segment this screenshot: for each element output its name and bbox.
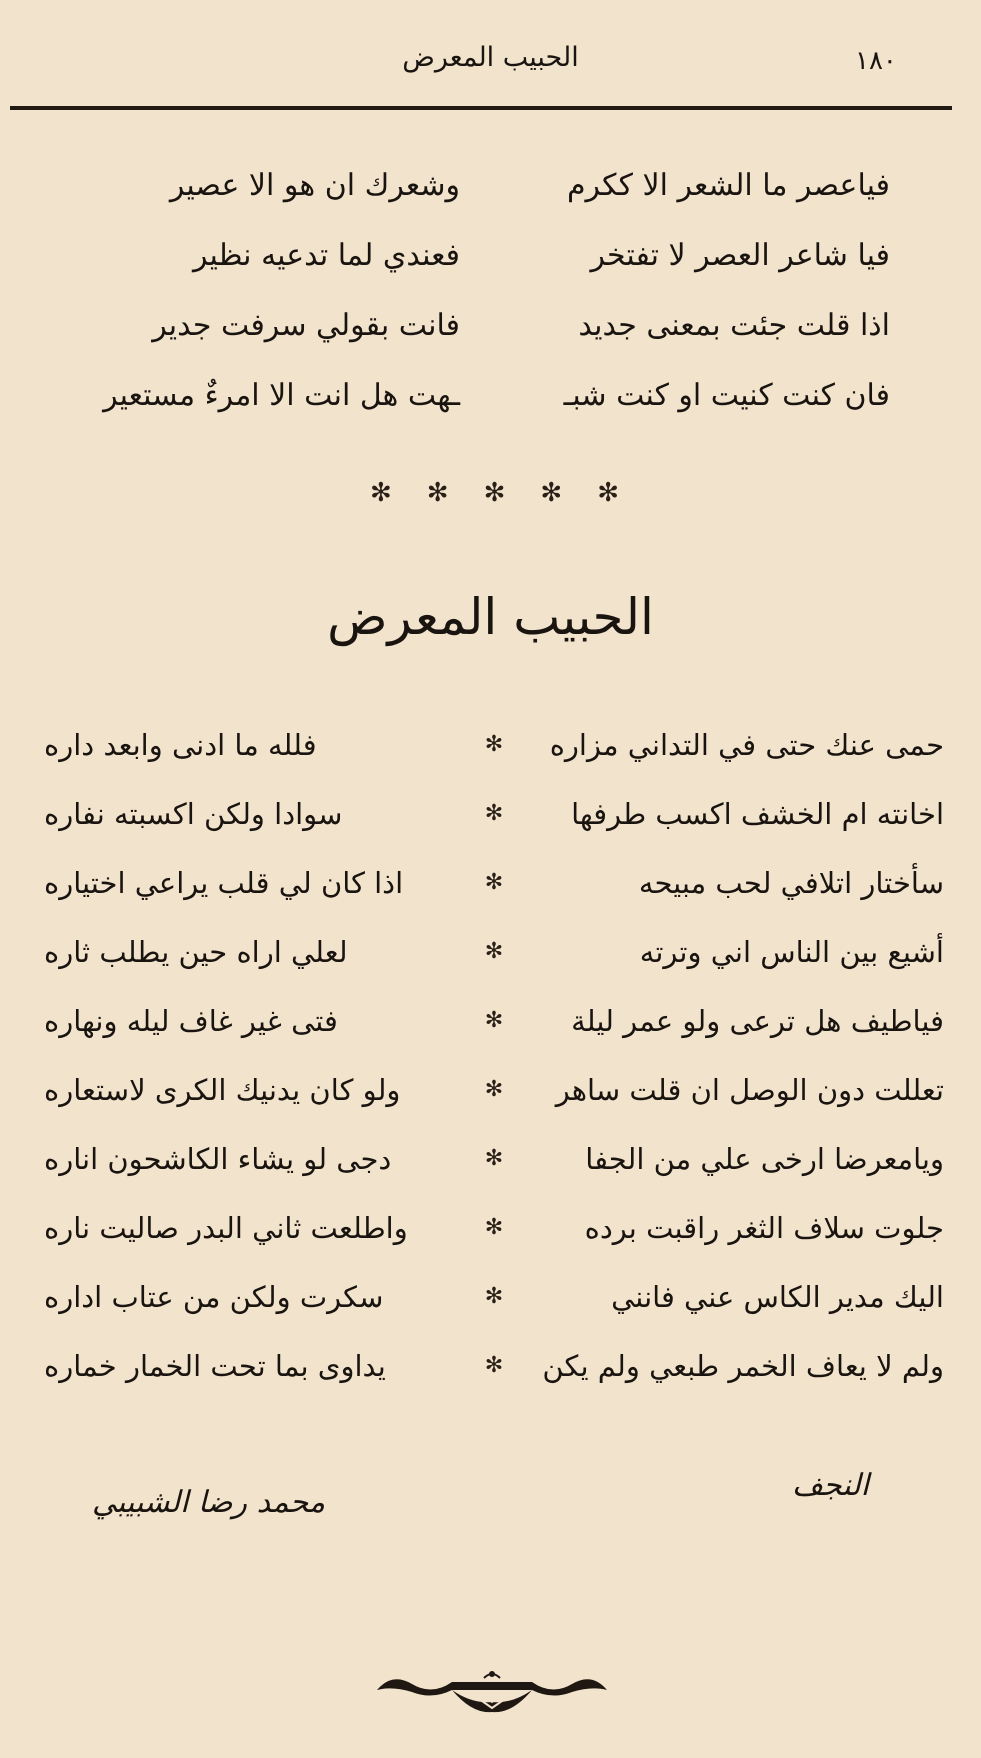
poem-line (44, 1262, 944, 1331)
place-name: النجف (792, 1468, 869, 1503)
asterisk-icon: ✻ (597, 478, 619, 508)
poem-body (44, 710, 944, 1400)
second-hemistich: اذا كان لي قلب يراعي اختياره (44, 865, 404, 900)
asterisk-icon: ✻ (483, 478, 506, 508)
second-hemistich: لعلي اراه حين يطلب ثاره (44, 934, 348, 969)
first-hemistich: فياعصر ما الشعر الا ككرم (566, 167, 890, 203)
asterisk-icon: ✻ (540, 478, 563, 508)
asterisk-icon: ✻ (484, 732, 504, 757)
asterisk-icon: ✻ (484, 939, 504, 964)
second-hemistich: دجى لو يشاء الكاشحون اناره (44, 1141, 392, 1176)
upper-poem (50, 150, 890, 430)
poem-line (44, 1124, 944, 1193)
first-hemistich: سأختار اتلافي لحب مبيحه (638, 865, 944, 900)
upper-verse (50, 220, 890, 290)
second-hemistich: يداوى بما تحت الخمار خماره (44, 1348, 386, 1383)
second-hemistich: فلله ما ادنى وابعد داره (44, 727, 317, 762)
tailpiece-ornament-icon (372, 1662, 612, 1722)
running-title: الحبيب المعرض (402, 42, 579, 73)
author-signature: محمد رضا الشبيبي (92, 1485, 326, 1520)
asterisk-icon: ✻ (484, 1215, 504, 1240)
first-hemistich: حمى عنك حتى في التداني مزاره (549, 727, 944, 762)
second-hemistich: سوادا ولكن اكسبته نفاره (44, 796, 343, 831)
second-hemistich: فتى غير غاف ليله ونهاره (44, 1003, 338, 1038)
first-hemistich: ويامعرضا ارخى علي من الجفا (585, 1141, 944, 1176)
upper-verse (50, 150, 890, 220)
first-hemistich: فياطيف هل ترعى ولو عمر ليلة (571, 1003, 944, 1038)
first-hemistich: فان كنت كنيت او كنت شبـ (563, 377, 890, 413)
asterisk-icon: ✻ (484, 1284, 504, 1309)
poem-line (44, 1193, 944, 1262)
asterisk-icon: ✻ (484, 1008, 504, 1033)
first-hemistich: أشيع بين الناس اني وترته (639, 934, 944, 969)
poem-line (44, 710, 944, 779)
poem-line (44, 779, 944, 848)
asterisk-icon: ✻ (484, 1077, 504, 1102)
poem-line (44, 986, 944, 1055)
first-hemistich: فيا شاعر العصر لا تفتخر (590, 237, 890, 273)
poem-title: الحبيب المعرض (327, 588, 654, 646)
second-hemistich: فعندي لما تدعيه نظير (192, 237, 460, 273)
asterisk-icon: ✻ (484, 1146, 504, 1171)
poem-line (44, 917, 944, 986)
section-separator (370, 478, 619, 508)
first-hemistich: جلوت سلاف الثغر راقبت برده (584, 1210, 944, 1245)
first-hemistich: تعللت دون الوصل ان قلت ساهر (555, 1072, 944, 1107)
second-hemistich: واطلعت ثاني البدر صاليت ناره (44, 1210, 408, 1245)
page-number: ١٨٠ (855, 46, 897, 76)
second-hemistich: سكرت ولكن من عتاب اداره (44, 1279, 384, 1314)
upper-verse (50, 360, 890, 430)
poem-line (44, 1331, 944, 1400)
first-hemistich: اذا قلت جئت بمعنى جديد (578, 307, 890, 343)
header-rule (10, 106, 952, 110)
second-hemistich: وشعرك ان هو الا عصير (169, 167, 460, 203)
second-hemistich: فانت بقولي سرفت جدير (152, 307, 460, 343)
poem-line (44, 1055, 944, 1124)
first-hemistich: اخانته ام الخشف اكسب طرفها (571, 796, 944, 831)
second-hemistich: ولو كان يدنيك الكرى لاستعاره (44, 1072, 401, 1107)
asterisk-icon: ✻ (370, 478, 392, 508)
poem-line (44, 848, 944, 917)
asterisk-icon: ✻ (426, 478, 449, 508)
first-hemistich: ولم لا يعاف الخمر طبعي ولم يكن (542, 1348, 944, 1383)
asterisk-icon: ✻ (484, 801, 504, 826)
second-hemistich: ـهت هل انت الا امرءٌ مستعير (103, 377, 460, 413)
asterisk-icon: ✻ (484, 1353, 504, 1378)
upper-verse (50, 290, 890, 360)
asterisk-icon: ✻ (484, 870, 504, 895)
first-hemistich: اليك مدير الكاس عني فانني (611, 1279, 944, 1314)
